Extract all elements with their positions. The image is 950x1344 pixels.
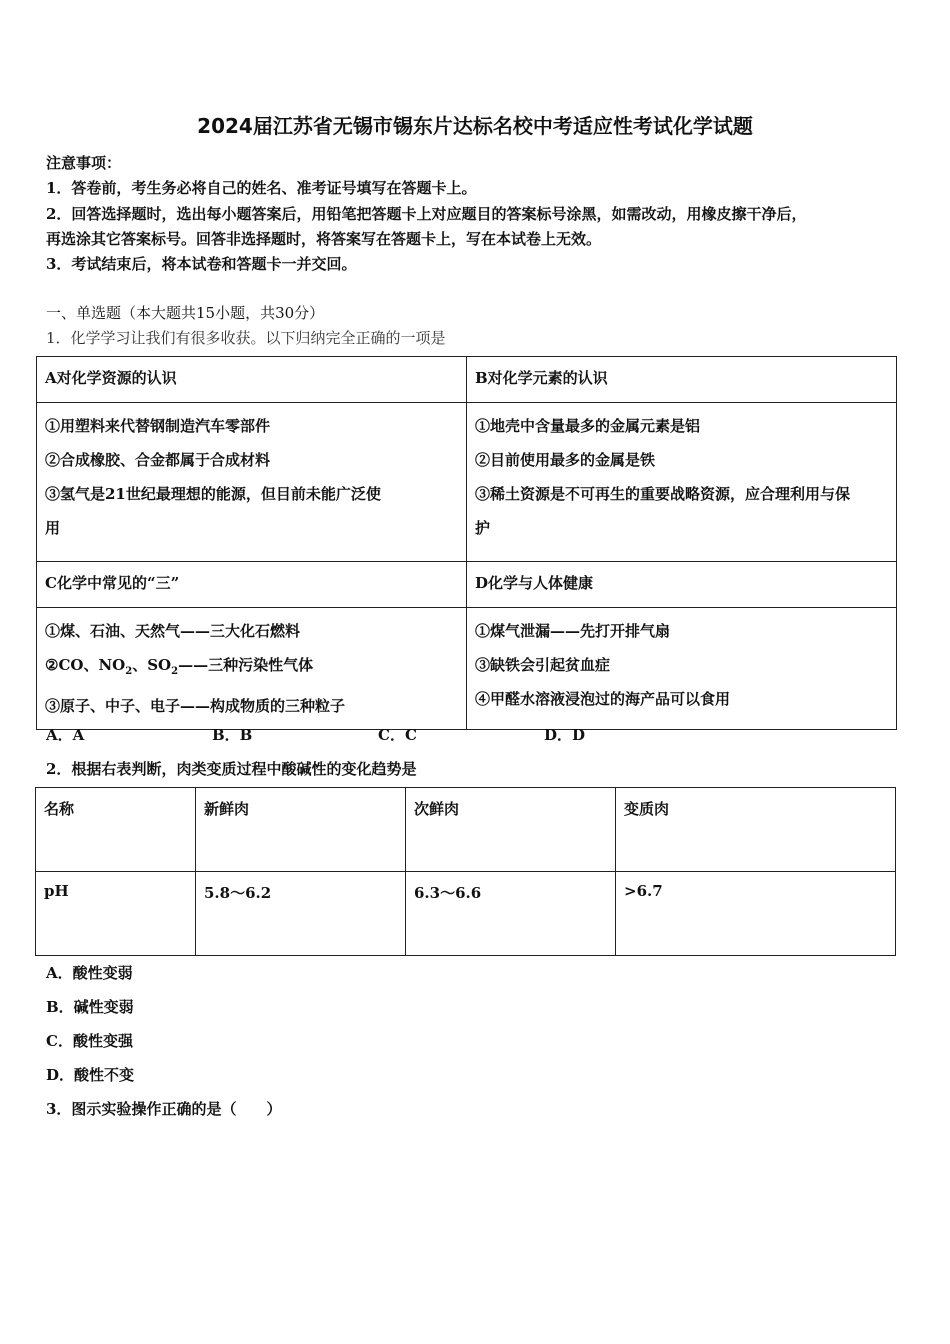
- cell-b-title: B对化学元素的认识: [467, 357, 897, 403]
- question-2-stem: 2．根据右表判断，肉类变质过程中酸碱性的变化趋势是: [46, 760, 417, 778]
- notice-item: 2．回答选择题时，选出每小题答案后，用铅笔把答题卡上对应题目的答案标号涂黑，如需改动，用橡皮擦干净后，: [46, 205, 807, 223]
- list-item: ③缺铁会引起贫血症: [475, 656, 611, 674]
- question-3-stem: 3．图示实验操作正确的是（ ）: [46, 1100, 282, 1118]
- notice-item: 再选涂其它答案标号。回答非选择题时，将答案写在答题卡上，写在本试卷上无效。: [46, 230, 602, 248]
- cell-a-body: [37, 403, 467, 562]
- table-header: 新鲜肉: [196, 788, 406, 872]
- list-item: ①煤气泄漏——先打开排气扇: [475, 622, 671, 640]
- option-d[interactable]: D．D: [544, 726, 586, 744]
- question-2-table: [35, 787, 896, 956]
- option-b[interactable]: B．碱性变弱: [46, 998, 134, 1016]
- option-a[interactable]: A．A: [46, 726, 85, 744]
- cell-d-title: D化学与人体健康: [467, 562, 897, 608]
- notice-item: 1．答卷前，考生务必将自己的姓名、准考证号填写在答题卡上。: [46, 179, 477, 197]
- table-cell: 6.3～6.6: [406, 872, 616, 956]
- section-heading: 一、单选题（本大题共15小题，共30分）: [46, 304, 325, 322]
- list-item: ③氢气是21世纪最理想的能源，但目前未能广泛使: [45, 485, 381, 503]
- list-item: ②目前使用最多的金属是铁: [475, 451, 656, 469]
- list-item: ②合成橡胶、合金都属于合成材料: [45, 451, 271, 469]
- cell-c-body: [37, 608, 467, 730]
- table-cell: 5.8～6.2: [196, 872, 406, 956]
- list-item: 护: [475, 519, 491, 537]
- table-header: 次鲜肉: [406, 788, 616, 872]
- page-title: 2024届江苏省无锡市锡东片达标名校中考适应性考试化学试题: [197, 114, 753, 138]
- table-header: 名称: [36, 788, 196, 872]
- question-1-stem: 1．化学学习让我们有很多收获。以下归纳完全正确的一项是: [46, 329, 446, 347]
- option-c[interactable]: C．C: [378, 726, 417, 744]
- notice-item: 3．考试结束后，将本试卷和答题卡一并交回。: [46, 255, 357, 273]
- question-1-table: [36, 356, 897, 730]
- cell-a-title: A对化学资源的认识: [37, 357, 467, 403]
- notice-heading: 注意事项：: [46, 154, 122, 172]
- list-item: ①煤、石油、天然气——三大化石燃料: [45, 622, 301, 640]
- list-item: ③稀土资源是不可再生的重要战略资源，应合理利用与保: [475, 485, 851, 503]
- option-a[interactable]: A．酸性变弱: [46, 964, 133, 982]
- option-c[interactable]: C．酸性变强: [46, 1032, 133, 1050]
- table-cell: pH: [36, 872, 196, 956]
- list-item: ④甲醛水溶液浸泡过的海产品可以食用: [475, 690, 731, 708]
- table-header: 变质肉: [616, 788, 896, 872]
- cell-d-body: [467, 608, 897, 730]
- option-b[interactable]: B．B: [212, 726, 253, 744]
- list-item: ①地壳中含量最多的金属元素是铝: [475, 417, 701, 435]
- question-1-options: [46, 724, 710, 745]
- list-item: ①用塑料来代替钢制造汽车零部件: [45, 417, 271, 435]
- table-cell: >6.7: [616, 872, 896, 956]
- cell-c-title: C化学中常见的“三”: [37, 562, 467, 608]
- option-d[interactable]: D．酸性不变: [46, 1066, 135, 1084]
- list-item: 用: [45, 519, 61, 537]
- list-item: ③原子、中子、电子——构成物质的三种粒子: [45, 697, 346, 715]
- list-item: ②CO、$NO_2$、$SO_2——$三种污染性气体: [45, 656, 314, 677]
- cell-b-body: [467, 403, 897, 562]
